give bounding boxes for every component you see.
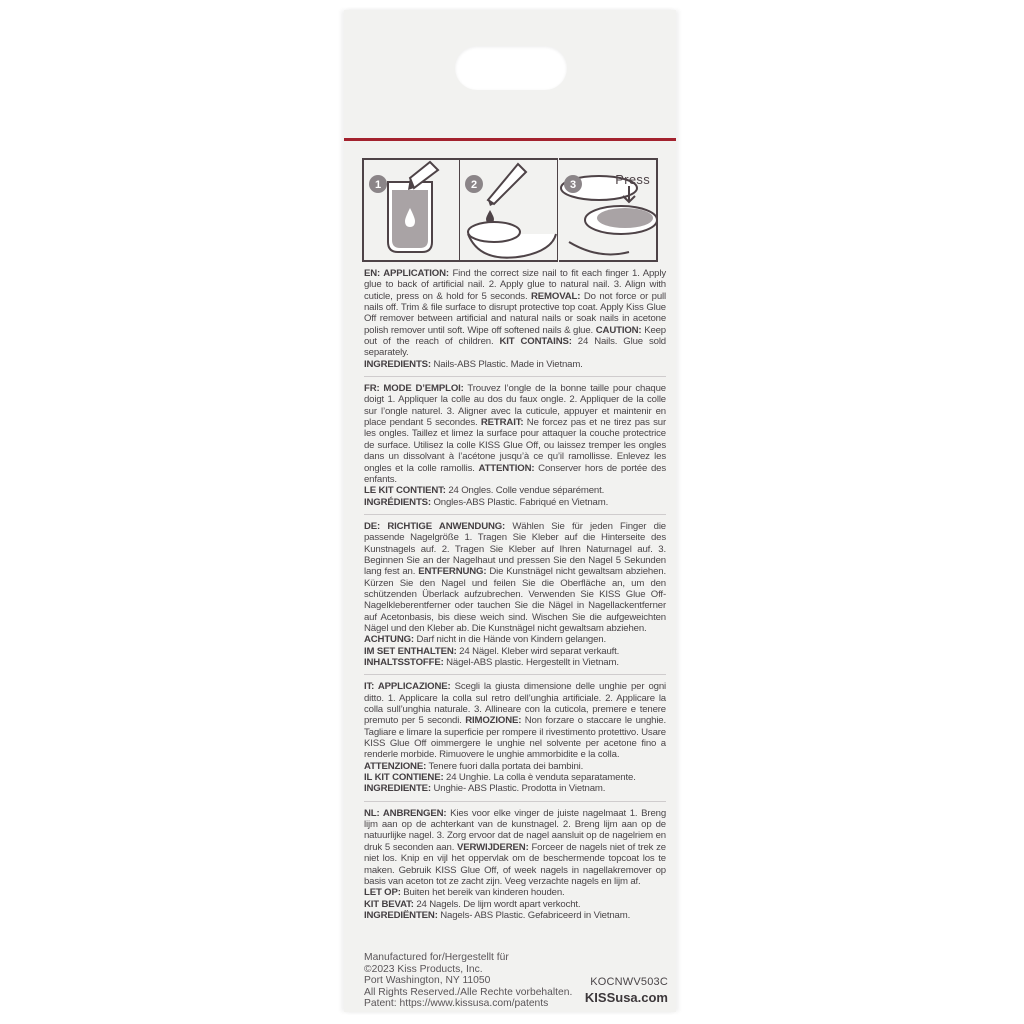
- product-sku: KOCNWV503C: [590, 976, 668, 988]
- website-logo: KISSusa.com: [584, 990, 668, 1005]
- instructions-it: IT: APPLICAZIONE: Scegli la giusta dimensione delle unghie per ogni ditto. 1. Applicare la colla sul retro dell’unghia artificiale. 2. Applicare la colla sull’unghia naturale. 3. Allineare con la cuticola, premere e tenere premuto per 5 secondi. RIMOZIONE: Non forzare o staccare le unghie. Tagliare e limare la superficie per rompere il rivestimento protettivo. Usare KISS Glue Off oimmergere le unghie nel solvente per acetone fino a renderle morbide. Rimuovere le unghie ammorbidite e la colla. ATTENZIONE: Tenere fuori dalla portata dei bambini. IL KIT CONTIENE: 24 Unghie. La colla è venduta separatamente. INGREDIENTE: Unghie- ABS Plastic. Prodotta in Vietnam.: [364, 681, 667, 795]
- section-divider: [364, 514, 666, 515]
- instructions-de: DE: RICHTIGE ANWENDUNG: Wählen Sie für jeden Finger die passende Nagelgröße 1. Tragen Sie Kleber auf die Hinterseite des Kunstnagels auf. 2. Tragen Sie Kleber auf Ihren Naturnagel auf. 3. Beginnen Sie an der Nagelhaut und pressen Sie den Nagel 5 Sekunden lang fest an. ENTFERNUNG: Die Kunstnägel nicht gewaltsam abziehen. Kürzen Sie den Nagel und feilen Sie die Oberfläche an, um den schützenden Überlack aufzubrechen. Verwenden Sie KISS Glue Off-Nagelkleberentferner oder tauchen Sie die Nägel in Nagellackentferner auf Acetonbasis, bis diese weich sind. Wischen Sie die aufgeweichten Nägel und den Kleber ab. Die Kunstnägel nicht gewaltsam abziehen. ACHTUNG: Darf nicht in die Hände von Kindern gelangen. IM SET ENTHALTEN: 24 Nägel. Kleber wird separat verkauft. INHALTSSTOFFE: Nägel-ABS plastic. Hergestellt in Vietnam.: [364, 520, 666, 668]
- rights-reserved: All Rights Reserved./Alle Rechte vorbehalten.: [364, 986, 573, 998]
- step-3-press-and-hold: [559, 158, 658, 262]
- section-divider: [364, 376, 666, 377]
- instructions-fr: FR: MODE D’EMPLOI: Trouvez l’ongle de la bonne taille pour chaque doigt 1. Appliquer la colle au dos du faux ongle. 2. Appliquer de la colle sur l’ongle naturel. 3. Aligner avec la cuticule, appuyer et maintenir en place pendant 5 secondes. RETRAIT: Ne forcez pas et ne tirez pas sur les ongles. Taillez et limez la surface pour attaquer la couche protectrice de surface. Utilisez la colle KISS Glue Off, ou laissez tremper les ongles dans un dissolvant à l’acétone jusqu’à ce qu’il ramollisse. Enlevez les ongles et la colle ramollis. ATTENTION: Conserver hors de portée des enfants. LE KIT CONTIENT: 24 Ongles. Colle vendue séparément. INGRÉDIENTS: Ongles-ABS Plastic. Fabriqué en Vietnam.: [364, 383, 666, 508]
- copyright: ©2023 Kiss Products, Inc.: [364, 963, 483, 975]
- step-1-number: 1: [374, 179, 382, 191]
- section-divider: [364, 674, 666, 675]
- step-2-number: 2: [470, 179, 478, 191]
- instructions-nl: NL: ANBRENGEN: Kies voor elke vinger de juiste nagelmaat 1. Breng lijm aan op de achterkant van de kunstnagel. 2. Breng lijm aan op de natuurlijke nagel. 3. Zorg ervoor dat de nagel aansluit op de nagelriem en druk 5 seconden aan. VERWIJDEREN: Forceer de nagels niet of trek ze niet los. Knip en vijl het oppervlak om de beschermende topcoat los te maken. Gebruik KISS Glue Off, of week nagels in nagellakremover op basis van aceton tot ze zacht zijn. Veeg verzachte nagels en lijm af. LET OP: Buiten het bereik van kinderen houden. KIT BEVAT: 24 Nagels. De lijm wordt apart verkocht. INGREDIËNTEN: Nagels- ABS Plastic. Gefabriceerd in Vietnam.: [364, 807, 667, 921]
- section-divider: [364, 801, 666, 802]
- patent-link: Patent: https://www.kissusa.com/patents: [364, 998, 549, 1009]
- glue-on-finger-icon: [460, 160, 558, 260]
- glue-on-nail-icon: [364, 160, 460, 260]
- address: Port Washington, NY 11050: [364, 975, 491, 986]
- step-3-number: 3: [569, 179, 577, 191]
- instructions: [364, 268, 666, 927]
- step-2-apply-glue-to-natural-nail: [460, 158, 558, 262]
- manufactured-for: Manufactured for/Hergestellt für: [364, 952, 509, 963]
- instructions-en: EN: APPLICATION: Find the correct size nail to fit each finger 1. Apply glue to back of artificial nail. 2. Apply glue to natural nail. 3. Align with cuticle, press on & hold for 5 seconds. REMOVAL: Do not force or pull nails off. Trim & file surface to disrupt protective top coat. Apply Kiss Glue Off remover between artificial and natural nails or soak nails in acetone polish remover until soft. Wipe off softened nails & glue. CAUTION: Keep out of the reach of children. KIT CONTAINS: 24 Nails. Glue sold separately. INGREDIENTS: Nails-ABS Plastic. Made in Vietnam.: [364, 268, 666, 370]
- packaging-card-back: [344, 10, 676, 1012]
- press-label: Press: [615, 172, 650, 187]
- step-1-apply-glue-to-artificial-nail: [362, 158, 460, 262]
- red-fold-line: [344, 138, 676, 141]
- application-steps: [362, 158, 658, 262]
- hang-hole: [455, 46, 567, 90]
